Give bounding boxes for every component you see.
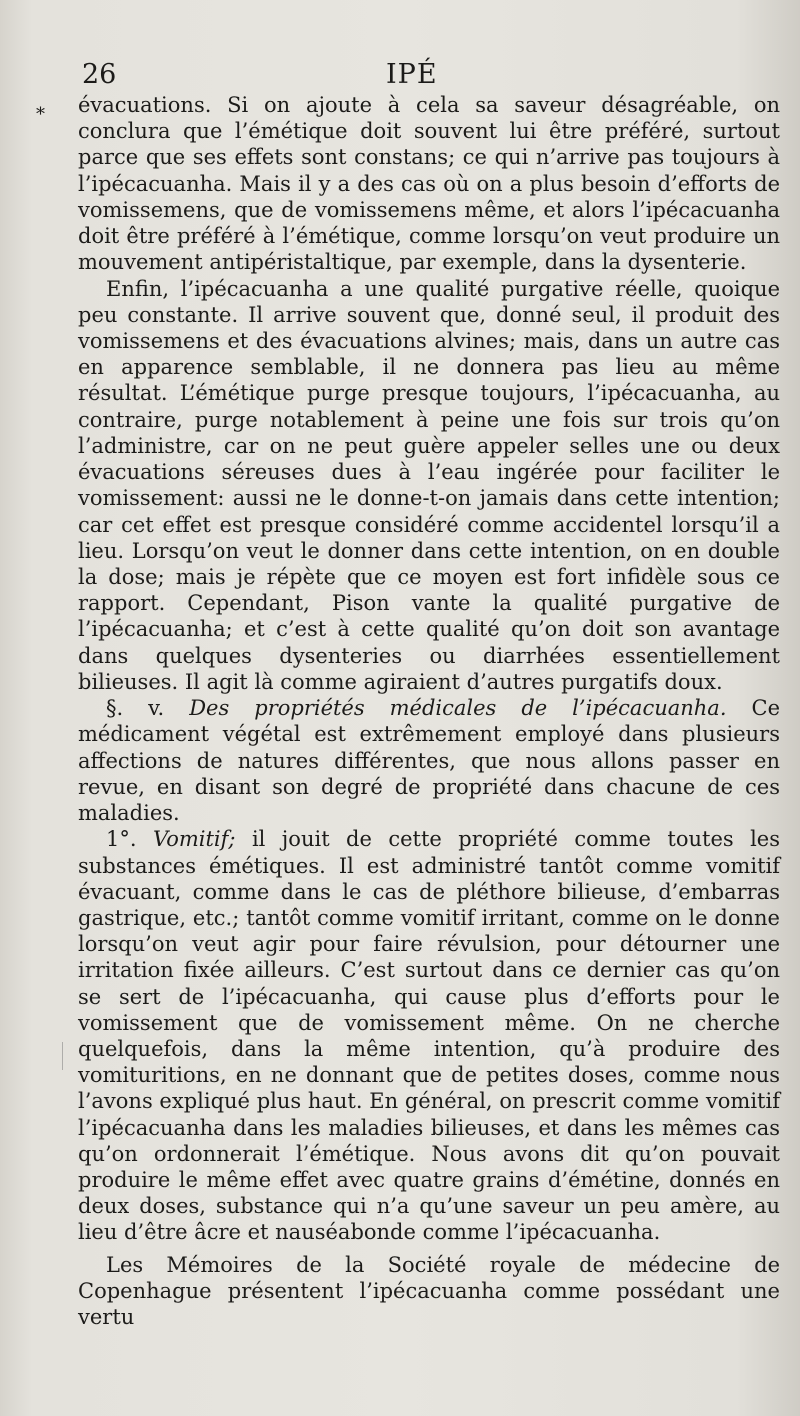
page-header xyxy=(78,58,778,92)
section-title: Des propriétés médicales de l’ipécacuanha. xyxy=(189,696,727,721)
margin-pencil-mark xyxy=(62,1042,63,1070)
section-number: §. v. xyxy=(106,696,165,721)
item-number: 1°. xyxy=(106,827,137,852)
paragraph-text: il jouit de cette propriété comme toutes les substances émétiques. Il est administré tantôt comme vomitif évacuant, comme dans le cas de pléthore bilieuse, d’embarras gastrique, etc.; tantôt comme vomitif irritant, comme on le donne lorsqu’on veut agir pour faire révulsion, pour détourner une irritation fixée ailleurs. C’est surtout dans ce dernier cas qu’on se sert de l’ipécacuanha, qui cause plus d’efforts pour le vomissement que de vomissement même. On ne cherche quelquefois, dans la même intention, qu’à produire des vomituritions, en ne donnant que de petites doses, comme nous l’avons expliqué plus haut. En général, on prescrit comme vomitif l’ipécacuanha dans les maladies bilieuses, et dans les mêmes cas qu’on ordonnerait l’émétique. Nous avons dit qu’on pouvait produire le même effet avec quatre grains d’émétine, donnés en deux doses, substance qui n’a qu’une saveur un peu amère, au lieu d’être âcre et nauséabonde comme l’ipécacuanha. xyxy=(78,827,780,1245)
paragraph-text: Les Mémoires de la Société royale de médecine de Copenhague présentent l’ipécacuanha comme possédant une vertu xyxy=(78,1252,780,1330)
paragraph-text: Enfin, l’ipécacuanha a une qualité purgative réelle, quoique peu constante. Il arrive souvent que, donné seul, il produit des vomissemens et des évacuations alvines; mais, dans un autre cas en apparence semblable, il ne donnera pas lieu au même résultat. L’émétique purge presque toujours, l’ipécacuanha, au contraire, purge notablement à peine une fois sur trois qu’on l’administre, car on ne peut guère appeler selles une ou deux évacuations séreuses dues à l’eau ingérée pour faciliter le vomissement: aussi ne le donne-t-on jamais dans cette intention; car cet effet est presque considéré comme accidentel lorsqu’il a lieu. Lorsqu’on veut le donner dans cette intention, on en double la dose; mais je répète que ce moyen est fort infidèle sous ce rapport. Cependant, Pison vante la qualité purgative de l’ipécacuanha; et c’est à cette qualité qu’on doit son avantage dans quelques dysenteries ou diarrhées essentiellement bilieuses. Il agit là comme agiraient d’autres purgatifs doux. xyxy=(78,276,780,694)
page-number: 26 xyxy=(82,59,117,90)
paragraph-vomitif xyxy=(78,826,780,1245)
section-heading-paragraph xyxy=(78,695,780,826)
paragraph-continuation xyxy=(78,92,780,275)
paragraph-text: Ce médicament végétal est extrêmement employé dans plusieurs affections de natures différentes, que nous allons passer en revue, en disant son degré de propriété dans chacune de ces maladies. xyxy=(78,696,780,825)
body-text xyxy=(78,92,780,1331)
running-head: IPÉ xyxy=(386,59,438,90)
paragraph-copenhague xyxy=(78,1252,780,1331)
margin-asterisk: * xyxy=(36,104,45,125)
item-title: Vomitif; xyxy=(152,827,236,852)
paragraph-purgative xyxy=(78,276,780,695)
paragraph-text: évacuations. Si on ajoute à cela sa saveur désagréable, on conclura que l’émétique doit souvent lui être préféré, surtout parce que ses effets sont constans; ce qui n’arrive pas toujours à l’ipécacuanha. Mais il y a des cas où on a plus besoin d’efforts de vomissemens, que de vomissemens même, et alors l’ipécacuanha doit être préféré à l’émétique, comme lorsqu’on veut produire un mouvement antipéristaltique, par exemple, dans la dysenterie. xyxy=(78,93,780,275)
